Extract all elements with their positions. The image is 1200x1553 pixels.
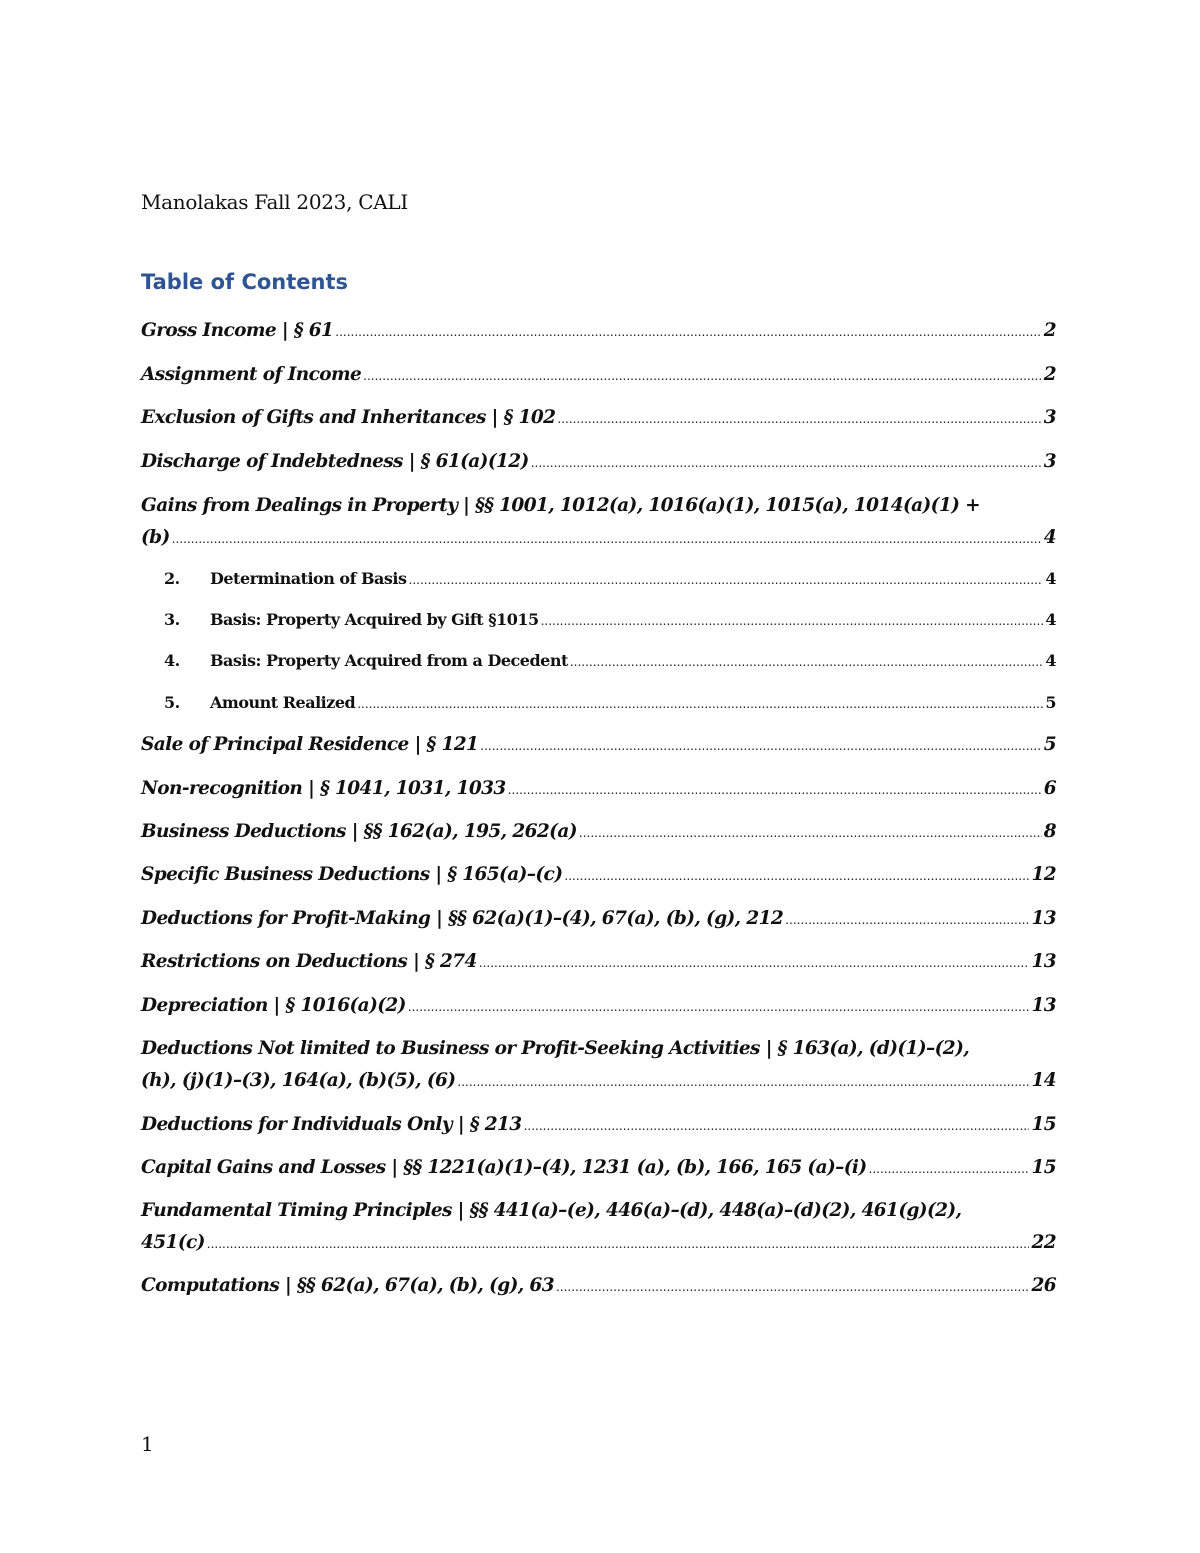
toc-entry-title-line1: Gains from Dealings in Property | §§ 1001, 1012(a), 1016(a)(1), 1015(a), 1014(a)(1) + <box>141 495 980 516</box>
dot-leader <box>556 1271 1029 1303</box>
toc-entry-capital-gains-losses[interactable] <box>141 1152 1056 1184</box>
toc-entry-title: Restrictions on Deductions | § 274 <box>141 951 477 972</box>
toc-entry-page: 15 <box>1031 1114 1056 1135</box>
toc-entry-title: Deductions for Individuals Only | § 213 <box>141 1114 522 1135</box>
toc-heading: Table of Contents <box>141 270 349 294</box>
dot-leader <box>408 991 1030 1023</box>
toc-entry-title: Specific Business Deductions | § 165(a)–(c) <box>141 864 563 885</box>
page-number: 1 <box>141 1432 154 1456</box>
toc-entry-page: 4 <box>1043 527 1056 548</box>
toc-entry-page: 12 <box>1031 864 1056 885</box>
toc-entry-exclusion-of-gifts[interactable] <box>141 402 1056 434</box>
toc-entry-deductions-profit-making[interactable] <box>141 903 1056 935</box>
toc-entry-page: 2 <box>1043 320 1056 341</box>
toc-entry-page: 13 <box>1031 995 1056 1016</box>
toc-entry-title: Capital Gains and Losses | §§ 1221(a)(1)–(4), 1231 (a), (b), 166, 165 (a)–(i) <box>141 1157 867 1178</box>
toc-entry-title: Exclusion of Gifts and Inheritances | § 102 <box>141 407 556 428</box>
toc-entry-title-line2: 451(c) <box>141 1232 205 1253</box>
toc-entry-restrictions-on-deductions[interactable] <box>141 946 1056 978</box>
toc-entry-page: 13 <box>1031 908 1056 929</box>
toc-subentry-page: 4 <box>1045 569 1056 588</box>
toc-subentry-page: 4 <box>1045 651 1056 670</box>
toc-entry-deductions-individuals[interactable] <box>141 1109 1056 1141</box>
toc-entry-assignment-of-income[interactable] <box>141 359 1056 391</box>
toc-entry-title: Non-recognition | § 1041, 1031, 1033 <box>141 778 506 799</box>
dot-leader <box>172 523 1042 555</box>
toc-entry-non-recognition[interactable] <box>141 773 1056 805</box>
toc-entry-page: 8 <box>1043 821 1056 842</box>
toc-entry-depreciation[interactable] <box>141 990 1056 1022</box>
toc-subentry-title: Basis: Property Acquired by Gift §1015 <box>210 610 539 629</box>
toc-subentry-page: 4 <box>1045 610 1056 629</box>
toc-entry-title: Sale of Principal Residence | § 121 <box>141 734 479 755</box>
dot-leader <box>363 360 1042 392</box>
toc-entry-title-line1: Deductions Not limited to Business or Profit-Seeking Activities | § 163(a), (d)(1)–(2), <box>141 1038 970 1059</box>
toc-subentry-number: 3. <box>164 610 180 629</box>
dot-leader <box>357 689 1043 719</box>
toc-subentry-basis-gift[interactable] <box>164 605 1056 635</box>
toc-subentry-page: 5 <box>1045 693 1056 712</box>
dot-leader <box>869 1153 1030 1185</box>
dot-leader <box>457 1066 1029 1098</box>
toc-entry-business-deductions[interactable] <box>141 816 1056 848</box>
dot-leader <box>409 565 1044 595</box>
toc-entry-title: Deductions for Profit-Making | §§ 62(a)(1)–(4), 67(a), (b), (g), 212 <box>141 908 784 929</box>
toc-entry-page: 13 <box>1031 951 1056 972</box>
dot-leader <box>785 904 1029 936</box>
toc-entry-page: 6 <box>1043 778 1056 799</box>
toc-entry-fundamental-timing[interactable] <box>141 1195 1056 1259</box>
dot-leader <box>531 447 1042 479</box>
toc-entry-sale-of-principal-residence[interactable] <box>141 729 1056 761</box>
toc-subentry-basis-decedent[interactable] <box>164 646 1056 676</box>
dot-leader <box>579 817 1042 849</box>
toc-entry-title: Depreciation | § 1016(a)(2) <box>141 995 406 1016</box>
dot-leader <box>541 606 1044 636</box>
toc-subentry-determination-of-basis[interactable] <box>164 564 1056 594</box>
toc-entry-gains-from-property[interactable] <box>141 490 1056 554</box>
document-header: Manolakas Fall 2023, CALI <box>141 190 408 214</box>
toc-entry-page: 14 <box>1031 1070 1056 1091</box>
toc-entry-title-line2: (b) <box>141 527 170 548</box>
toc-entry-title: Computations | §§ 62(a), 67(a), (b), (g), 63 <box>141 1275 554 1296</box>
toc-entry-page: 3 <box>1043 451 1056 472</box>
dot-leader <box>479 947 1030 979</box>
toc-subentry-title: Basis: Property Acquired from a Decedent <box>210 651 568 670</box>
toc-entry-page: 22 <box>1031 1232 1056 1253</box>
dot-leader <box>557 403 1041 435</box>
dot-leader <box>335 316 1041 348</box>
toc-subentry-number: 4. <box>164 651 180 670</box>
toc-entry-gross-income[interactable] <box>141 315 1056 347</box>
toc-entry-page: 5 <box>1043 734 1056 755</box>
toc-entry-page: 26 <box>1031 1275 1056 1296</box>
toc-entry-title-line2: (h), (j)(1)–(3), 164(a), (b)(5), (6) <box>141 1070 456 1091</box>
dot-leader <box>480 730 1041 762</box>
toc-subentry-title: Amount Realized <box>210 693 356 712</box>
toc-entry-page: 3 <box>1043 407 1056 428</box>
toc-entry-deductions-not-limited[interactable] <box>141 1033 1056 1097</box>
toc-entry-title: Gross Income | § 61 <box>141 320 334 341</box>
toc-entry-title: Business Deductions | §§ 162(a), 195, 262(a) <box>141 821 577 842</box>
toc-subentry-amount-realized[interactable] <box>164 688 1056 718</box>
toc-entry-title: Discharge of Indebtedness | § 61(a)(12) <box>141 451 529 472</box>
toc-entry-title-line1: Fundamental Timing Principles | §§ 441(a)–(e), 446(a)–(d), 448(a)–(d)(2), 461(g)(2), <box>141 1200 962 1221</box>
dot-leader <box>564 860 1029 892</box>
dot-leader <box>508 774 1042 806</box>
toc-subentry-number: 2. <box>164 569 180 588</box>
dot-leader <box>524 1110 1030 1142</box>
dot-leader <box>207 1228 1030 1260</box>
toc-subentry-title: Determination of Basis <box>210 569 407 588</box>
toc-entry-computations[interactable] <box>141 1270 1056 1302</box>
dot-leader <box>570 647 1044 677</box>
toc-entry-specific-business-deductions[interactable] <box>141 859 1056 891</box>
toc-subentry-number: 5. <box>164 693 180 712</box>
toc-entry-discharge-of-indebtedness[interactable] <box>141 446 1056 478</box>
toc-entry-page: 2 <box>1043 364 1056 385</box>
toc-entry-title: Assignment of Income <box>141 364 362 385</box>
toc-entry-page: 15 <box>1031 1157 1056 1178</box>
